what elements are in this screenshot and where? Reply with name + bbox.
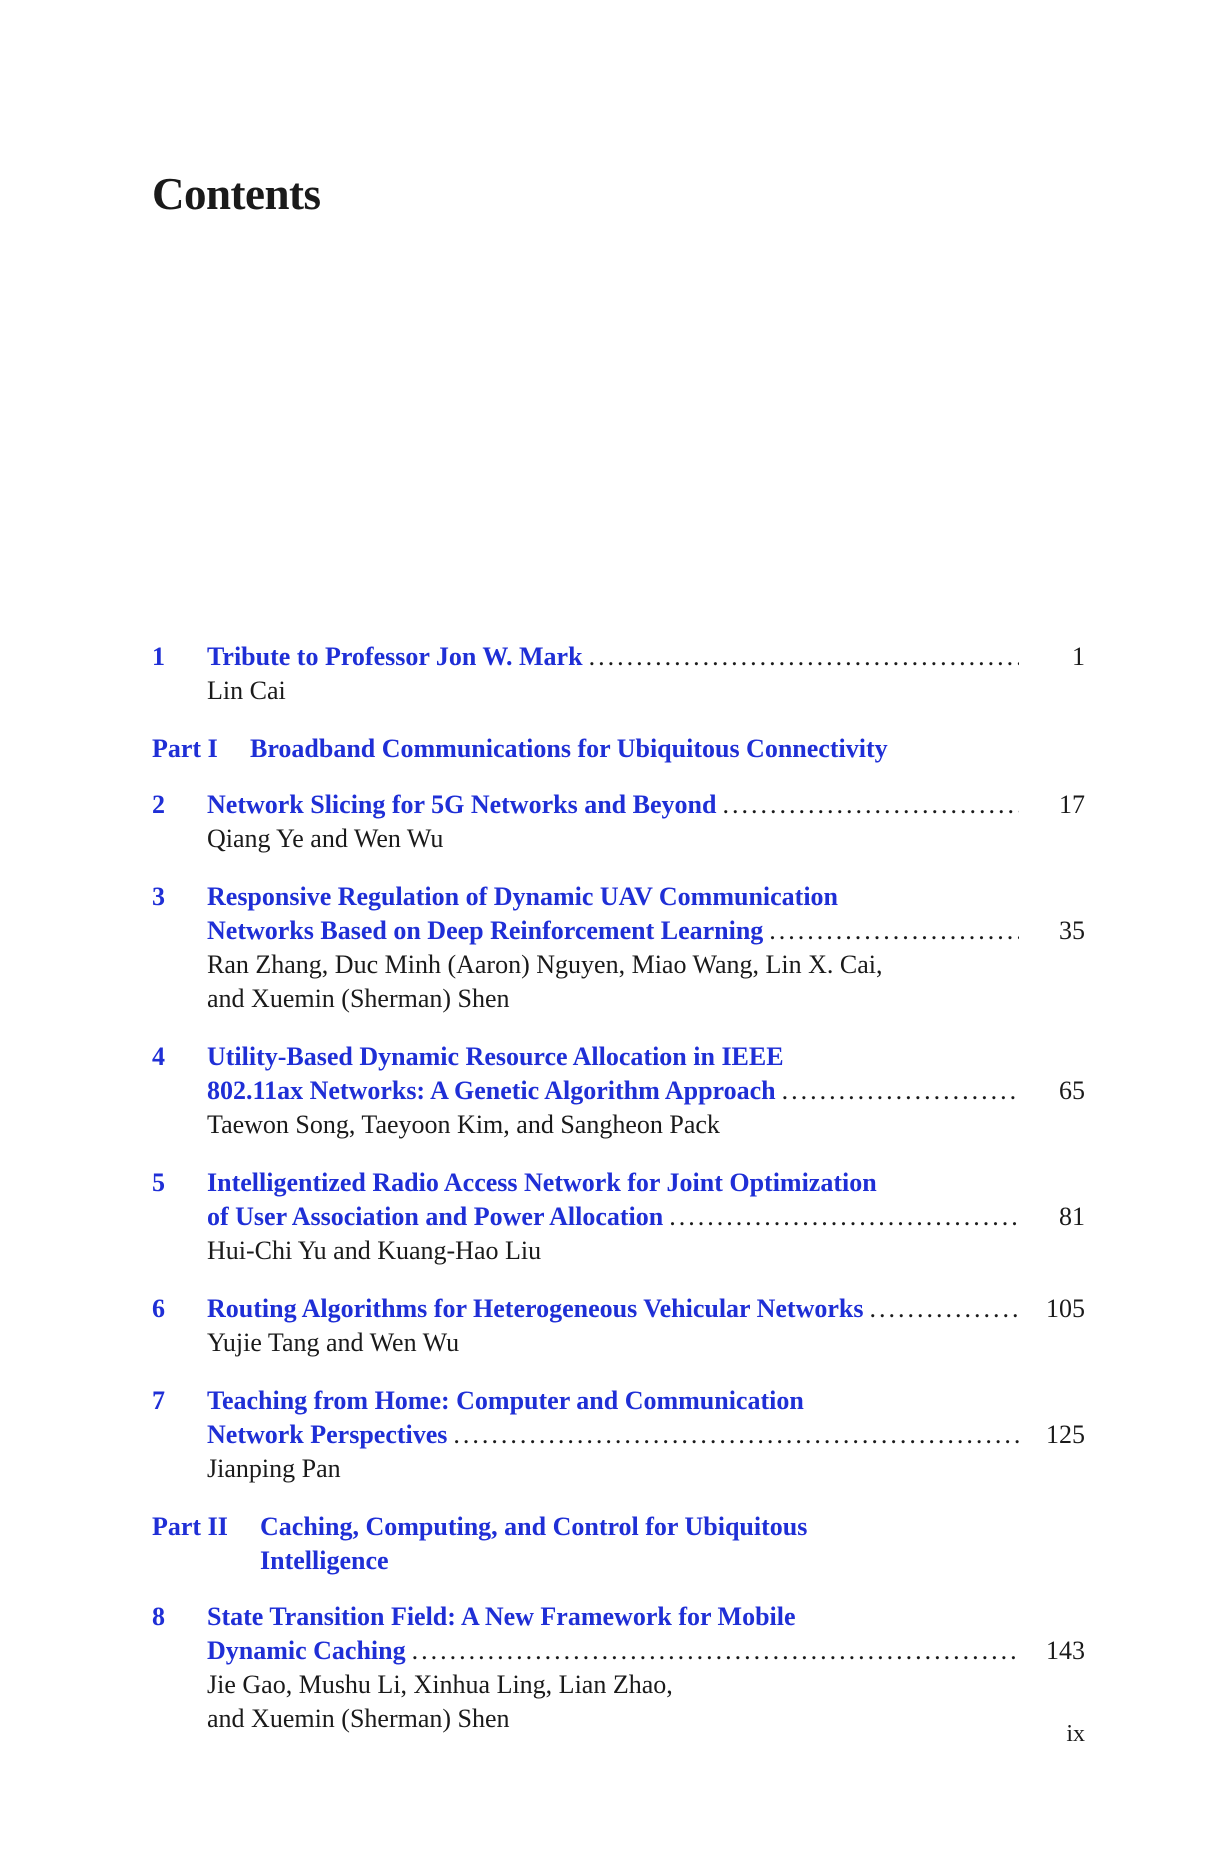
chapter-title-continued[interactable]: Network Perspectives <box>207 1420 448 1449</box>
chapter-title[interactable]: Network Slicing for 5G Networks and Beyond <box>207 790 717 819</box>
page-number: 17 <box>1059 790 1085 819</box>
dot-leader <box>453 1418 1019 1452</box>
chapter-authors: and Xuemin (Sherman) Shen <box>207 984 510 1013</box>
part-title-continued: Intelligence <box>260 1546 389 1575</box>
page-number: 81 <box>1059 1202 1085 1231</box>
dot-leader <box>782 1074 1019 1108</box>
chapter-number: 6 <box>152 1294 165 1323</box>
page-number: 65 <box>1059 1076 1085 1105</box>
chapter-authors: Lin Cai <box>207 676 286 705</box>
page-number: 105 <box>1046 1294 1085 1323</box>
page-number: 143 <box>1046 1636 1085 1665</box>
page-heading: Contents <box>152 169 321 219</box>
page-number: 125 <box>1046 1420 1085 1449</box>
chapter-authors: Hui-Chi Yu and Kuang-Hao Liu <box>207 1236 542 1265</box>
chapter-number: 2 <box>152 790 165 819</box>
dot-leader <box>870 1292 1020 1326</box>
chapter-authors: Yujie Tang and Wen Wu <box>207 1328 460 1357</box>
chapter-title-continued[interactable]: of User Association and Power Allocation <box>207 1202 664 1231</box>
toc-entry-5[interactable] <box>152 1166 1085 1268</box>
part-label: Part I <box>152 734 218 763</box>
part-heading-1[interactable] <box>152 732 1085 766</box>
chapter-title-continued[interactable]: Dynamic Caching <box>207 1636 406 1665</box>
chapter-authors: Taewon Song, Taeyoon Kim, and Sangheon Pack <box>207 1110 720 1139</box>
chapter-title[interactable]: Tribute to Professor Jon W. Mark <box>207 642 583 671</box>
part-title: Caching, Computing, and Control for Ubiquitous <box>260 1512 808 1541</box>
page-number: 1 <box>1072 642 1085 671</box>
chapter-title[interactable]: Routing Algorithms for Heterogeneous Vehicular Networks <box>207 1294 864 1323</box>
dot-leader <box>722 788 1019 822</box>
part-label: Part II <box>152 1512 228 1541</box>
table-of-contents <box>152 640 1085 1760</box>
chapter-authors: Jianping Pan <box>207 1454 341 1483</box>
toc-entry-3[interactable] <box>152 880 1085 1016</box>
chapter-title-continued[interactable]: Networks Based on Deep Reinforcement Learning <box>207 916 764 945</box>
page-folio: ix <box>1066 1721 1085 1747</box>
toc-entry-1[interactable] <box>152 640 1085 708</box>
chapter-title[interactable]: Teaching from Home: Computer and Communication <box>207 1386 804 1415</box>
chapter-number: 4 <box>152 1042 165 1071</box>
dot-leader <box>769 914 1019 948</box>
chapter-authors: Jie Gao, Mushu Li, Xinhua Ling, Lian Zhao, <box>207 1670 673 1699</box>
toc-entry-8[interactable] <box>152 1600 1085 1736</box>
chapter-title[interactable]: Utility-Based Dynamic Resource Allocation in IEEE <box>207 1042 784 1071</box>
part-title: Broadband Communications for Ubiquitous Connectivity <box>250 734 888 763</box>
chapter-authors: and Xuemin (Sherman) Shen <box>207 1704 510 1733</box>
chapter-authors: Qiang Ye and Wen Wu <box>207 824 444 853</box>
chapter-number: 1 <box>152 642 165 671</box>
toc-entry-2[interactable] <box>152 788 1085 856</box>
chapter-title-continued[interactable]: 802.11ax Networks: A Genetic Algorithm Approach <box>207 1076 776 1105</box>
toc-entry-6[interactable] <box>152 1292 1085 1360</box>
toc-entry-7[interactable] <box>152 1384 1085 1486</box>
chapter-number: 3 <box>152 882 165 911</box>
chapter-title[interactable]: Responsive Regulation of Dynamic UAV Communication <box>207 882 839 911</box>
chapter-title[interactable]: Intelligentized Radio Access Network for Joint Optimization <box>207 1168 877 1197</box>
chapter-authors: Ran Zhang, Duc Minh (Aaron) Nguyen, Miao Wang, Lin X. Cai, <box>207 950 883 979</box>
chapter-number: 7 <box>152 1386 165 1415</box>
chapter-number: 5 <box>152 1168 165 1197</box>
toc-entry-4[interactable] <box>152 1040 1085 1142</box>
part-heading-2[interactable] <box>152 1510 1085 1578</box>
dot-leader <box>412 1634 1019 1668</box>
chapter-number: 8 <box>152 1602 165 1631</box>
dot-leader <box>669 1200 1019 1234</box>
chapter-title[interactable]: State Transition Field: A New Framework for Mobile <box>207 1602 796 1631</box>
dot-leader <box>589 640 1019 674</box>
page-number: 35 <box>1059 916 1085 945</box>
